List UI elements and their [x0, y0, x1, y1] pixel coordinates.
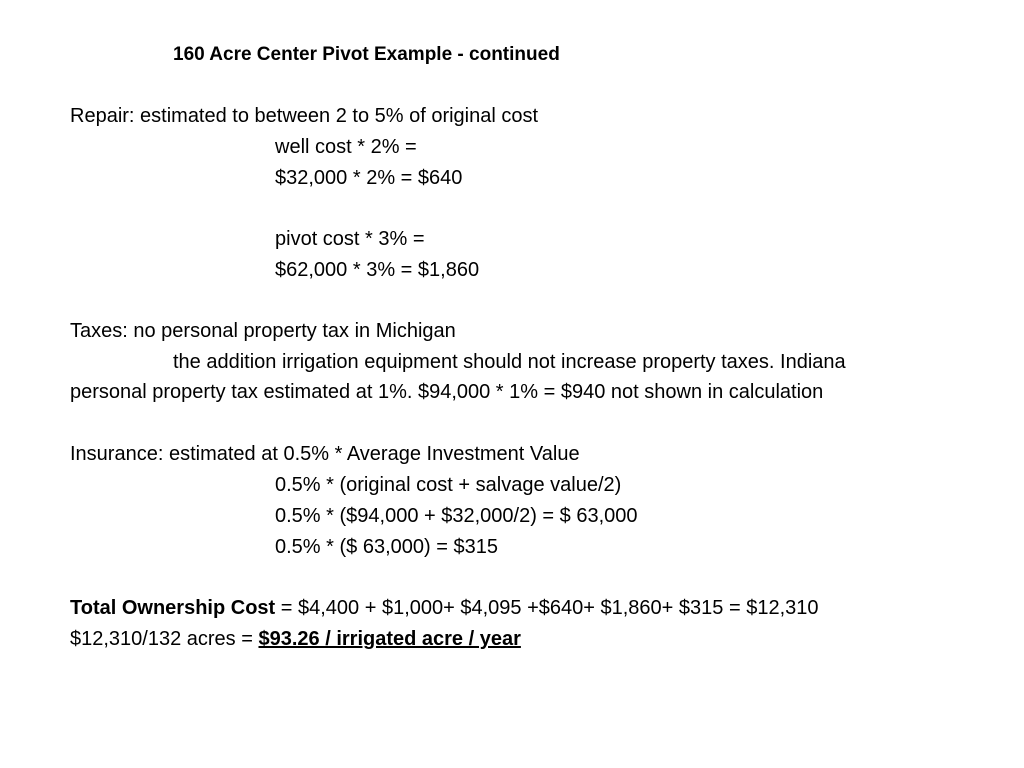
taxes-note-line1: the addition irrigation equipment should not increase property taxes. Indiana	[173, 351, 846, 373]
per-acre-result: $93.26 / irrigated acre / year	[258, 628, 521, 650]
insurance-formula-1: 0.5% * (original cost + salvage value/2)	[275, 474, 622, 496]
insurance-formula-3: 0.5% * ($ 63,000) = $315	[275, 536, 498, 558]
per-acre-prefix: $12,310/132 acres =	[70, 628, 259, 650]
total-ownership-label: Total Ownership Cost	[70, 597, 276, 619]
total-ownership-equation: = $4,400 + $1,000+ $4,095 +$640+ $1,860+ $315 = $12,310	[275, 597, 819, 619]
repair-pivot-calc: $62,000 * 3% = $1,860	[275, 259, 480, 281]
insurance-heading: Insurance: estimated at 0.5% * Average Investment Value	[70, 443, 580, 465]
taxes-heading: Taxes: no personal property tax in Michigan	[70, 320, 456, 342]
taxes-note-line2: personal property tax estimated at 1%. $94,000 * 1% = $940 not shown in calculation	[70, 381, 824, 403]
repair-well-formula: well cost * 2% =	[275, 136, 417, 158]
repair-pivot-formula: pivot cost * 3% =	[275, 228, 425, 250]
per-acre-line	[70, 627, 521, 651]
slide-title: 160 Acre Center Pivot Example - continued	[173, 44, 560, 65]
repair-heading: Repair: estimated to between 2 to 5% of original cost	[70, 105, 539, 127]
repair-well-calc: $32,000 * 2% = $640	[275, 167, 463, 189]
insurance-formula-2: 0.5% * ($94,000 + $32,000/2) = $ 63,000	[275, 505, 638, 527]
total-ownership-line	[70, 596, 819, 620]
